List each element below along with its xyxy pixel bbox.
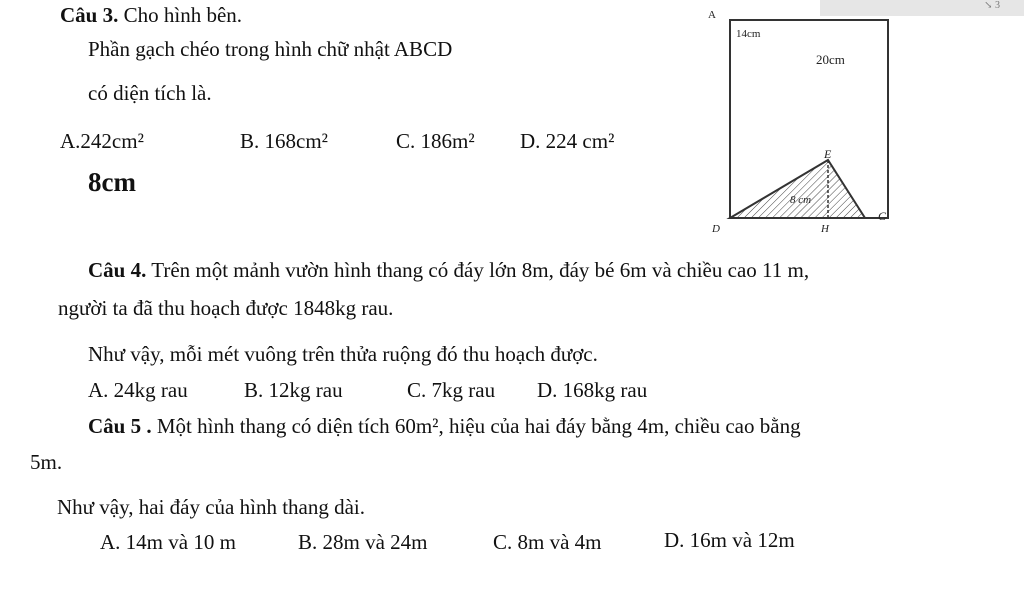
- q4-option-b: B. 12kg rau: [244, 378, 343, 402]
- q5-option-b: B. 28m và 24m: [298, 530, 428, 554]
- q4-line3: Như vậy, mỗi mét vuông trên thửa ruộng đó thu hoạch được.: [88, 342, 598, 366]
- height-dimension: 8 cm: [790, 194, 812, 206]
- q3-heading: [60, 5, 242, 26]
- q3-title: Câu 3.: [60, 3, 119, 27]
- hatched-triangle: [730, 160, 865, 218]
- q5-line1: [88, 416, 801, 437]
- q4-option-d: D. 168kg rau: [537, 378, 648, 402]
- q4-line1: [88, 260, 809, 281]
- q5-line1-rest: Một hình thang có diện tích 60m², hiệu của hai đáy bằng 4m, chiều cao bằng: [151, 414, 801, 438]
- q4-option-c: C. 7kg rau: [407, 378, 496, 402]
- q3-line2: có diện tích là.: [88, 81, 212, 105]
- q3-option-a: A.242cm²: [60, 129, 144, 153]
- q5-option-d: D. 16m và 12m: [664, 528, 795, 552]
- side-dimension: 20cm: [816, 52, 845, 67]
- q4-title: Câu 4.: [88, 258, 147, 282]
- q5-title: Câu 5 .: [88, 414, 152, 438]
- q4-line2: người ta đã thu hoạch được 1848kg rau.: [58, 296, 394, 320]
- q3-option-c: C. 186m²: [396, 129, 475, 153]
- q3-option-d: D. 224 cm²: [520, 129, 615, 153]
- corner-mark: ↘ 3: [984, 0, 1000, 11]
- q5-option-c: C. 8m và 4m: [493, 530, 602, 554]
- q3-title-rest: Cho hình bên.: [118, 3, 243, 27]
- q5-line3: Như vậy, hai đáy của hình thang dài.: [57, 495, 366, 519]
- rectangle-figure: [700, 0, 900, 240]
- q3-line1: Phần gạch chéo trong hình chữ nhật ABCD: [88, 37, 453, 61]
- q3-option-b: B. 168cm²: [240, 129, 328, 153]
- label-h: H: [821, 223, 829, 235]
- label-a: A: [708, 9, 716, 21]
- q4-line1-rest: Trên một mảnh vườn hình thang có đáy lớn 8m, đáy bé 6m và chiều cao 11 m,: [146, 258, 810, 282]
- q4-option-a: A. 24kg rau: [88, 378, 188, 402]
- q3-extra: 8cm: [88, 167, 136, 197]
- label-c: C: [878, 209, 887, 223]
- top-dimension: 14cm: [736, 28, 761, 40]
- q5-line2: 5m.: [30, 450, 63, 474]
- q5-option-a: A. 14m và 10 m: [100, 530, 236, 554]
- label-e: E: [824, 147, 832, 161]
- label-d: D: [712, 223, 720, 235]
